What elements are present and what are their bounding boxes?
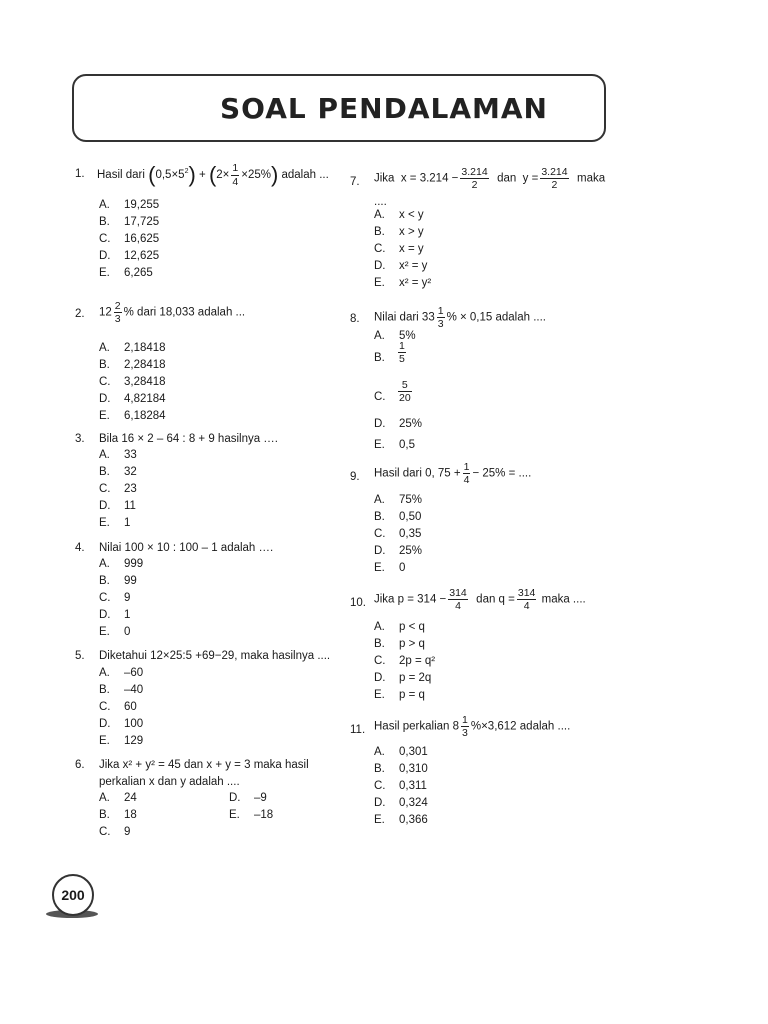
option-value: 2p = q² [399,655,436,667]
option-value: 25% [399,545,423,557]
option-value: 0,310 [399,763,428,775]
option-value: 0,35 [399,528,422,540]
fraction: $\frac{2}{3}$ [114,300,121,326]
question-text: 12 $\frac{2}{3}$ % dari 18,033 adalah ... [99,300,246,326]
question-text: Hasil dari $(0,5\times 5^2) + (2\times$ $\frac{1}{4}$ ×25%) adalah ... [97,162,329,188]
question-text: Nilai 100 × 10 : 100 – 1 adalah …. [99,542,274,554]
option-letter: B. [374,511,385,523]
question-number: 8. [350,313,360,325]
option-letter: B. [99,809,110,821]
option-value: 18 [124,809,137,821]
option-value: 11 [124,500,136,512]
option-value: p = q [399,689,425,701]
option-value: 0,301 [399,746,428,758]
option-letter: A. [99,449,110,461]
option-letter: E. [99,267,110,279]
question-text: Nilai dari 33 $\frac{1}{3}$ % × 0,15 adalah .... [374,305,546,331]
option-value: –9 [254,792,267,804]
option-value: 3,28418 [124,376,166,388]
option-letter: E. [374,814,385,826]
question-text: Diketahui 12×25:5 +69−29, maka hasilnya .... [99,650,331,662]
option-value: 24 [124,792,137,804]
option-letter: A. [374,209,385,221]
option-letter: B. [374,638,385,650]
question-text: Bila 16 × 2 – 64 : 8 + 9 hasilnya …. [99,433,279,445]
option-letter: A. [99,667,110,679]
question-number: 10. [350,597,366,609]
option-letter: A. [374,621,385,633]
option-value: x = y [399,243,424,255]
question-number: 9. [350,471,360,483]
option-value: x > y [399,226,424,238]
option-value: p < q [399,621,425,633]
page-title: SOAL PENDALAMAN [220,92,548,125]
option-letter: B. [99,359,110,371]
option-letter: E. [374,439,385,451]
fraction: $\frac{5}{20}$ [399,379,411,405]
fraction: $\frac{1}{4}$ [232,162,239,188]
option-value: 2,18418 [124,342,166,354]
question-number: 4. [75,542,85,554]
option-letter: C. [374,655,386,667]
option-value [396,340,408,365]
option-letter: B. [374,226,385,238]
option-letter: B. [374,763,385,775]
option-value: –60 [124,667,144,679]
question-number: 5. [75,650,85,662]
fraction: $\frac{1}{3}$ [462,714,468,740]
option-letter: E. [99,735,110,747]
option-letter: E. [374,689,385,701]
question-continuation: .... [374,196,387,208]
option-letter: B. [374,352,385,364]
option-letter: B. [99,684,110,696]
option-letter: A. [374,746,385,758]
option-value: 0,324 [399,797,428,809]
option-letter: B. [99,466,110,478]
option-letter: C. [99,592,111,604]
option-value: –40 [124,684,144,696]
option-letter: C. [374,780,386,792]
option-value: x² = y [399,260,428,272]
option-letter: E. [99,410,110,422]
option-value: 33 [124,449,137,461]
option-letter: C. [374,391,386,403]
option-value: 129 [124,735,144,747]
option-value: 5% [399,330,416,342]
option-letter: C. [374,243,386,255]
question-text: Hasil dari 0, 75 + $\frac{1}{4}$ − 25% = .... [374,461,532,487]
option-letter: C. [99,483,111,495]
option-value: 999 [124,558,144,570]
option-letter: D. [374,672,386,684]
option-letter: E. [374,562,385,574]
option-value: 0 [399,562,406,574]
fraction: $\frac{1}{3}$ [437,305,444,331]
option-value: 99 [124,575,137,587]
question-text-line2: perkalian x dan y adalah .... [99,776,240,788]
option-letter: A. [374,494,385,506]
option-letter: E. [99,626,110,638]
option-value: p > q [399,638,425,650]
option-letter: C. [99,233,111,245]
fraction: $\frac{3.214}{2}$ [541,166,568,192]
option-letter: D. [374,797,386,809]
page-number: 200 [52,874,94,916]
option-letter: B. [99,216,110,228]
option-value: 75% [399,494,423,506]
question-number: 2. [75,308,85,320]
option-letter: C. [374,528,386,540]
option-value: 16,625 [124,233,160,245]
option-letter: C. [99,826,111,838]
option-letter: E. [99,517,110,529]
option-letter: D. [99,609,111,621]
fraction: $\frac{1}{4}$ [463,461,470,487]
fraction: $\frac{1}{5}$ [399,340,405,366]
option-value: 2,28418 [124,359,166,371]
option-letter: D. [374,260,386,272]
option-letter: D. [99,250,111,262]
option-value: 0,5 [399,439,415,451]
option-value: 0,366 [399,814,428,826]
option-value: 6,18284 [124,410,166,422]
option-value: x² = y² [399,277,432,289]
option-letter: B. [99,575,110,587]
fraction: $\frac{3.214}{2}$ [461,166,488,192]
fraction: $\frac{314}{4}$ [517,587,536,613]
option-value: 9 [124,826,131,838]
option-value: 6,265 [124,267,153,279]
option-letter: E. [229,809,240,821]
question-number: 3. [75,433,85,445]
option-value: 60 [124,701,137,713]
option-value: 1 [124,609,131,621]
option-value: 23 [124,483,137,495]
option-value: 25% [399,418,423,430]
question-number: 11. [350,724,366,736]
question-text: Jika x = 3.214 − $\frac{3.214}{2}$ dan y = $\frac{3.214}{2}$ maka [374,166,606,192]
question-text: Hasil perkalian 8 $\frac{1}{3}$ %×3,612 adalah .... [374,714,571,740]
option-value: 4,82184 [124,393,166,405]
option-value: 17,725 [124,216,160,228]
option-value: x < y [399,209,424,221]
option-value: 1 [124,517,131,529]
question-text-line1: Jika x² + y² = 45 dan x + y = 3 maka hasil [99,759,309,771]
option-value [396,379,414,404]
question-number: 1. [75,168,85,180]
fraction: $\frac{314}{4}$ [449,587,467,613]
option-value: –18 [254,809,274,821]
option-letter: A. [374,330,385,342]
option-letter: C. [99,376,111,388]
question-number: 7. [350,176,360,188]
option-letter: A. [99,792,110,804]
option-letter: A. [99,558,110,570]
option-value: p = 2q [399,672,432,684]
option-value: 32 [124,466,137,478]
option-letter: D. [374,418,386,430]
option-value: 9 [124,592,131,604]
option-letter: D. [229,792,241,804]
option-value: 12,625 [124,250,160,262]
option-letter: D. [374,545,386,557]
option-letter: D. [99,393,111,405]
question-text: Jika p = 314 − $\frac{314}{4}$ dan q = $\frac{314}{4}$ maka .... [374,587,586,613]
option-value: 0,50 [399,511,422,523]
question-number: 6. [75,759,85,771]
option-letter: E. [374,277,385,289]
option-letter: D. [99,718,111,730]
option-value: 100 [124,718,144,730]
option-value: 0 [124,626,131,638]
option-value: 19,255 [124,199,160,211]
option-letter: A. [99,199,110,211]
option-value: 0,311 [399,780,427,792]
option-letter: D. [99,500,111,512]
option-letter: A. [99,342,110,354]
option-letter: C. [99,701,111,713]
